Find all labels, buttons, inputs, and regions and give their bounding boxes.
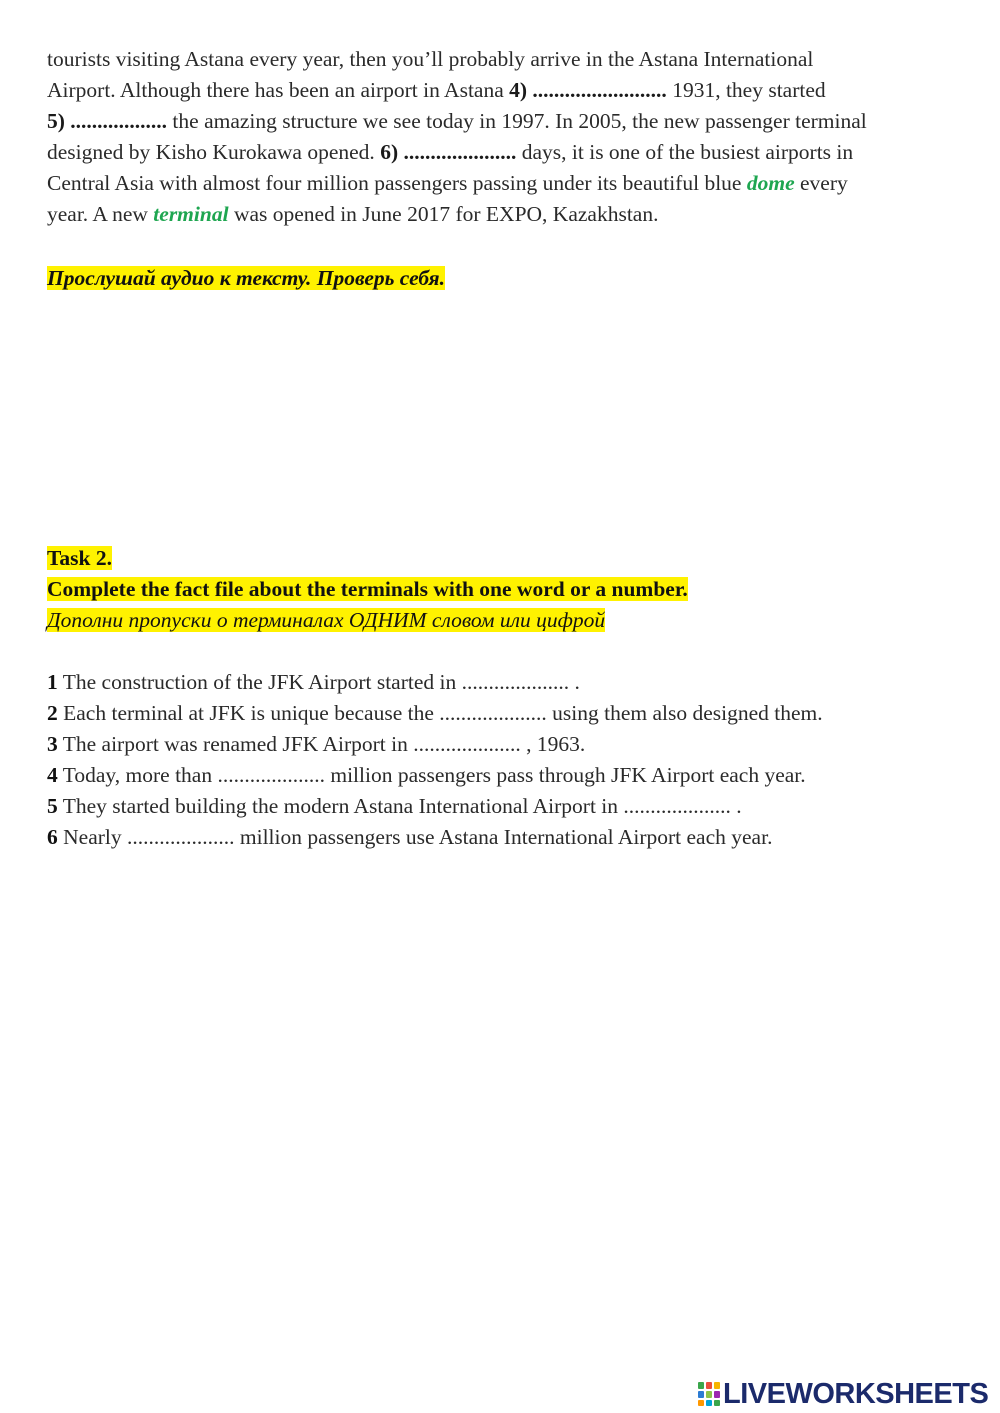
reading-line-2-end: 1931, they started	[666, 78, 826, 102]
item-text: The airport was renamed JFK Airport in	[57, 732, 414, 756]
item-text-end: million passengers pass through JFK Airport each year.	[324, 763, 806, 787]
reading-paragraph	[47, 44, 957, 230]
item-text-end: , 1963.	[520, 732, 586, 756]
item-text: Today, more than	[57, 763, 218, 787]
task-title: Task 2.	[47, 546, 112, 570]
reading-line-6: year. A new	[47, 202, 154, 226]
item-number: 6	[47, 825, 58, 849]
gap-5[interactable]: 5) ..................	[47, 109, 168, 133]
reading-line-4: designed by Kisho Kurokawa opened.	[47, 140, 381, 164]
list-item	[47, 698, 957, 729]
item-text: The construction of the JFK Airport started in	[57, 670, 462, 694]
item-number: 2	[47, 701, 58, 725]
task-2-header	[47, 543, 688, 636]
item-number: 5	[47, 794, 58, 818]
answer-gap[interactable]: ....................	[127, 825, 235, 849]
answer-gap[interactable]: ....................	[623, 794, 731, 818]
task-instruction-en: Complete the fact file about the terminals with one word or a number.	[47, 577, 688, 601]
audio-instruction	[47, 263, 445, 294]
gap-6[interactable]: 6) .....................	[380, 140, 517, 164]
reading-line-4-end: days, it is one of the busiest airports in	[516, 140, 854, 164]
reading-line-5-end: every	[794, 171, 848, 195]
list-item	[47, 822, 957, 853]
reading-line-1: tourists visiting Astana every year, then you’ll probably arrive in the Astana International	[47, 47, 814, 71]
list-item	[47, 760, 957, 791]
logo-text: LIVEWORKSHEETS	[723, 1377, 989, 1410]
item-text-end: .	[569, 670, 580, 694]
liveworksheets-logo[interactable]	[697, 1376, 988, 1412]
item-text: Nearly	[57, 825, 127, 849]
reading-line-3: the amazing structure we see today in 1997. In 2005, the new passenger terminal	[167, 109, 867, 133]
answer-gap[interactable]: ....................	[413, 732, 521, 756]
reading-text	[47, 44, 957, 230]
item-number: 1	[47, 670, 58, 694]
fact-file-list	[47, 667, 957, 853]
item-text-end: .	[730, 794, 742, 818]
item-text-end: using them also designed them.	[546, 701, 823, 725]
reading-line-6-end: was opened in June 2017 for EXPO, Kazakhstan.	[228, 202, 659, 226]
item-number: 4	[47, 763, 58, 787]
answer-gap[interactable]: ....................	[461, 670, 570, 694]
audio-instruction-text: Прослушай аудио к тексту. Проверь себя.	[47, 266, 445, 290]
answer-gap[interactable]: ....................	[439, 701, 547, 725]
list-item	[47, 791, 957, 822]
keyword-terminal: terminal	[153, 202, 229, 226]
item-text: Each terminal at JFK is unique because the	[57, 701, 440, 725]
item-text: They started building the modern Astana International Airport in	[57, 794, 624, 818]
keyword-dome: dome	[746, 171, 795, 195]
item-text-end: million passengers use Astana International Airport each year.	[234, 825, 773, 849]
list-item	[47, 729, 957, 760]
reading-line-5: Central Asia with almost four million passengers passing under its beautiful blue	[47, 171, 747, 195]
reading-line-2: Airport. Although there has been an airport in Astana	[47, 78, 510, 102]
item-number: 3	[47, 732, 58, 756]
liveworksheets-logo-icon	[697, 1381, 721, 1407]
list-item	[47, 667, 957, 698]
gap-4[interactable]: 4) .........................	[509, 78, 667, 102]
answer-gap[interactable]: ....................	[217, 763, 325, 787]
task-instruction-ru: Дополни пропуски о терминалах ОДНИМ словом или цифрой	[47, 608, 606, 632]
